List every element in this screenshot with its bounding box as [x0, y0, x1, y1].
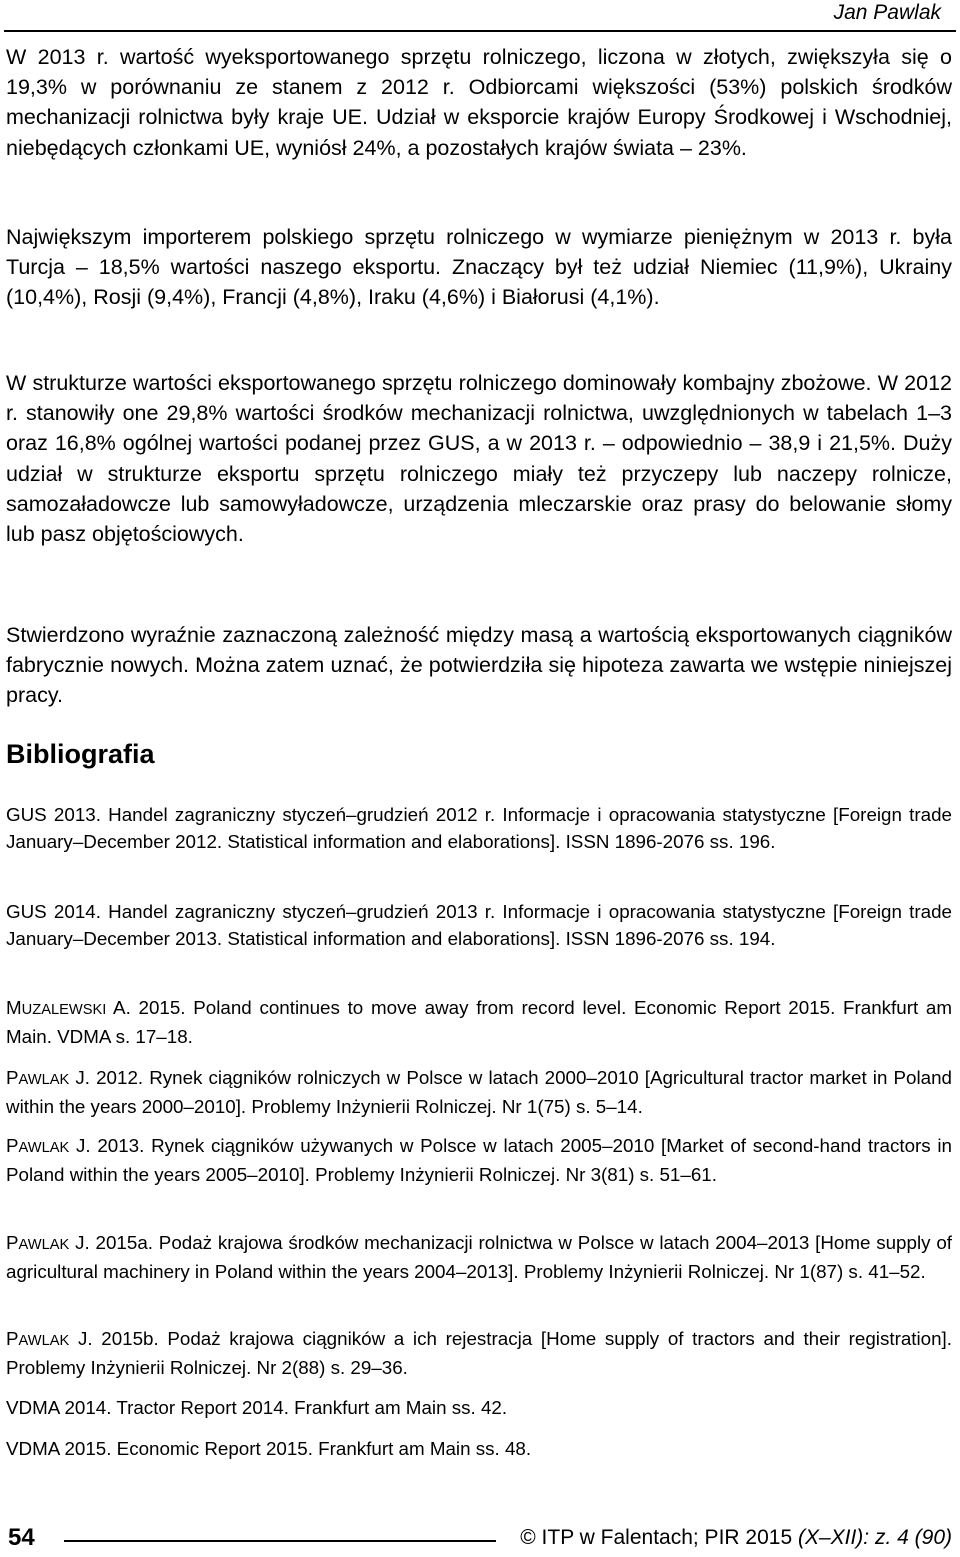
reference-author: PAWLAK [6, 1067, 70, 1088]
reference-text: 2015. Economic Report 2015. Frankfurt am Main ss. 48. [59, 1438, 532, 1459]
reference-item [6, 899, 952, 952]
reference-text: J. 2015a. Podaż krajowa środków mechanizacji rolnictwa w Polsce w latach 2004–2013 [Home supply of agricultural machinery in Poland within the years 2004–2013]. Problemy Inżynierii Rolniczej. Nr 1(87) s. 41–52. [6, 1232, 952, 1282]
footer-source [520, 1526, 952, 1550]
reference-author: VDMA [6, 1397, 60, 1418]
body-paragraph-3: W strukturze wartości eksportowanego sprzętu rolniczego dominowały kombajny zbożowe. W 2012 r. stanowiły one 29,8% wartości środków mechanizacji rolnictwa, uwzględnionych w tabelach 1–3 oraz 16,8% ogólnej wartości podanej przez GUS, a w 2013 r. – odpowiednio – 38,9 i 21,5%. Duży udział w strukturze eksportu sprzętu rolniczego miały też przyczepy lub naczepy rolnicze, samozaładowcze lub samowyładowcze, urządzenia mleczarskie oraz prasy do belowanie słomy lub pasz objętościowych. [6, 371, 952, 547]
reference-author: GUS [6, 804, 47, 825]
reference-item [6, 1326, 952, 1381]
reference-author: VDMA [6, 1438, 60, 1459]
reference-text: 2013. Handel zagraniczny styczeń–grudzień 2012 r. Informacje i opracowania statystyczne [Foreign trade January–December 2012. Statistical information and elaborations]. ISSN 1896-2076 ss. 196. [6, 804, 952, 852]
reference-item [6, 1065, 952, 1120]
header-rule [4, 30, 956, 32]
reference-text: J. 2015b. Podaż krajowa ciągników a ich rejestracja [Home supply of tractors and their registration]. Problemy Inżynierii Rolniczej. Nr 2(88) s. 29–36. [6, 1328, 952, 1378]
reference-author: GUS [6, 901, 47, 922]
reference-text: A. 2015. Poland continues to move away from record level. Economic Report 2015. Frankfurt am Main. VDMA s. 17–18. [6, 997, 952, 1047]
reference-item [6, 1133, 952, 1188]
footer-copyright: © ITP w Falentach; PIR 2015 [520, 1526, 798, 1549]
footer-issue: (X–XII): z. 4 (90) [797, 1526, 952, 1549]
body-paragraph-2: Największym importerem polskiego sprzętu rolniczego w wymiarze pieniężnym w 2013 r. była Turcja – 18,5% wartości naszego eksportu. Znaczący był też udział Niemiec (11,9%), Ukrainy (10,4%), Rosji (9,4%), Francji (4,8%), Iraku (4,6%) i Białorusi (4,1%). [6, 225, 952, 310]
reference-item [6, 1395, 952, 1422]
reference-text: J. 2013. Rynek ciągników używanych w Polsce w latach 2005–2010 [Market of second-hand tractors in Poland within the years 2005–2010]. Problemy Inżynierii Rolniczej. Nr 3(81) s. 51–61. [6, 1135, 952, 1185]
footer-rule [64, 1540, 496, 1542]
reference-item [6, 802, 952, 855]
reference-text: 2014. Handel zagraniczny styczeń–grudzień 2013 r. Informacje i opracowania statystyczne [Foreign trade January–December 2013. Statistical information and elaborations]. ISSN 1896-2076 ss. 194. [6, 901, 952, 949]
body-paragraph-1: W 2013 r. wartość wyeksportowanego sprzętu rolniczego, liczona w złotych, zwiększyła się o 19,3% w porównaniu ze stanem z 2012 r. Odbiorcami większości (53%) polskich środków mechanizacji rolnictwa były kraje UE. Udział w eksporcie krajów Europy Środkowej i Wschodniej, niebędących członkami UE, wyniósł 24%, a pozostałych krajów świata – 23%. [6, 45, 952, 160]
body-paragraph-4: Stwierdzono wyraźnie zaznaczoną zależność między masą a wartością eksportowanych ciągników fabrycznie nowych. Można zatem uznać, że potwierdziła się hipoteza zawarta we wstępie niniejszej pracy. [6, 623, 952, 708]
reference-text: 2014. Tractor Report 2014. Frankfurt am Main ss. 42. [59, 1397, 508, 1418]
reference-item [6, 995, 952, 1050]
reference-item [6, 1230, 952, 1285]
reference-author: PAWLAK [6, 1232, 70, 1253]
reference-author: MUZALEWSKI [6, 997, 107, 1018]
reference-author: PAWLAK [6, 1135, 70, 1156]
running-header-author: Jan Pawlak [833, 1, 941, 24]
bibliography-heading: Bibliografia [6, 739, 155, 769]
reference-text: J. 2012. Rynek ciągników rolniczych w Polsce w latach 2000–2010 [Agricultural tractor market in Poland within the years 2000–2010]. Problemy Inżynierii Rolniczej. Nr 1(75) s. 5–14. [6, 1067, 952, 1117]
reference-author: PAWLAK [6, 1328, 70, 1349]
page-number: 54 [8, 1524, 35, 1551]
reference-item [6, 1436, 952, 1463]
